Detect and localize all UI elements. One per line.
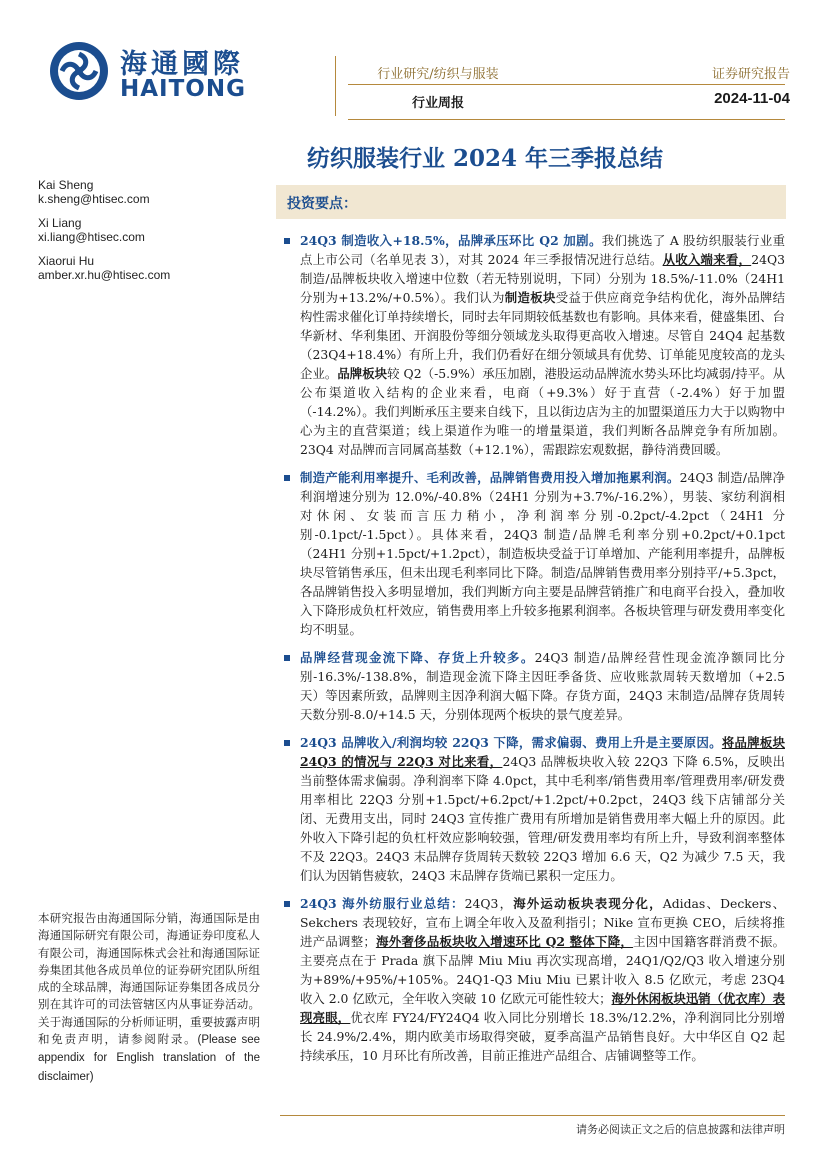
header-divider-bottom — [348, 119, 785, 120]
bullet-icon — [284, 901, 290, 907]
paragraph-text: 24Q3 制造/品牌板块收入增速中位数（若无特别说明，下同）分别为 18.5%/-11.0%（24H1 分别为+13.2%/+0.5%）。我们认为 — [300, 252, 785, 305]
disclaimer-cn: 本研究报告由海通国际分销，海通国际是由海通国际研究有限公司，海通证券印度私人有限公司，海通国际株式会社和海通国际证券集团其他各成员单位的证券研究团队所组成的全球品牌，海通国际证券集团各成员分别在其许可的司法管辖区内从事证券活动。关于海通国际的分析师证明，重要披露声明和免责声明，请参阅附录。 — [38, 911, 260, 1047]
author — [38, 178, 258, 206]
paragraph-emphasis: 从收入端来看， — [662, 252, 752, 267]
paragraph-bold: 品牌板块 — [337, 366, 388, 381]
header-doc-type: 证券研究报告 — [711, 67, 790, 82]
paragraph-lead: 24Q3 海外纺服行业总结： — [300, 896, 465, 911]
header-date: 2024-11-04 — [714, 90, 790, 107]
footer-divider — [280, 1115, 785, 1116]
key-point-paragraph — [280, 648, 785, 724]
key-point-paragraph — [280, 733, 785, 885]
paragraph-text: 24Q3 制造/品牌净利润增速分别为 12.0%/-40.8%（24H1 分别为+3.7%/-16.2%），男装、家纺利润相对休闲、女装而言压力稍小，净利润率分别-0.2pct/-4.2pct（24H1 分别-0.1pct/-1.5pct）。具体来看，24Q3 制造/品牌毛利率分别+0.2pct/+0.1pct（24H1 分别+1.5pct/+1.2pct），制造板块受益于订单增加、产能利用率提升，品牌板块尽管销售承压，但未出现毛利率同比下降。制造/品牌销售费用率分别持平/+5.3pct，各品牌销售投入多明显增加，我们判断方向主要是品牌营销推广和电商平台投入，叠加收入下降形成负杠杆效应，销售费用率上升较多拖累利润率。各板块管理与研发费用率变化均不明显。 — [300, 470, 786, 637]
header-divider — [348, 84, 785, 85]
paragraph-text: 主因中国籍客群消费不振。主要亮点在于 Prada 旗下品牌 Miu Miu 再次实现高增，24Q1/Q2/Q3 收入增速分别为+89%/+95%/+105%。24Q1-Q3 Miu Miu 已累计收入 8.5 亿欧元，考虑 23Q4 收入 2.0 亿欧元，全年收入突破 10 亿欧元可能性较大； — [300, 934, 786, 1006]
header-category: 行业研究/纺织与服装 — [377, 67, 499, 82]
logo-name-cn: 海通國際 — [120, 49, 244, 80]
author-name: Kai Sheng — [38, 178, 94, 192]
bullet-icon — [284, 238, 290, 244]
paragraph-bold: 海外运动板块表现分化， — [513, 896, 663, 911]
page-title: 纺织服装行业 2024 年三季报总结 — [306, 145, 664, 172]
paragraph-text: 我们挑选了 A 股纺织服装行业重点上市公司（名单见表 3），对其 2024 年三季报情况进行总结。 — [300, 233, 785, 267]
disclaimer — [38, 910, 260, 1086]
key-point-paragraph — [280, 231, 785, 459]
key-point-paragraph — [280, 894, 785, 1065]
paragraph-lead: 制造产能利用率提升、毛利改善，品牌销售费用投入增加拖累利润。 — [300, 470, 680, 485]
author — [38, 216, 258, 244]
paragraph-text: 24Q3， — [464, 896, 514, 911]
paragraph-text: 受益于供应商竞争结构优化，海外品牌结构性需求催化订单持续增长，同时去年同期较低基数也有影响。具体来看，健盛集团、台华新材、华利集团、开润股份等细分领域龙头取得更高收入增速。尽管自 24Q4 起基数（23Q4+18.4%）有所上升，我们仍看好在细分领域具有优势、订单能见度较高的龙头企业。 — [300, 290, 786, 381]
author-list — [38, 178, 258, 292]
author-name: Xiaorui Hu — [38, 254, 95, 268]
key-points-body — [280, 231, 785, 1074]
footer-note: 请务必阅读正文之后的信息披露和法律声明 — [576, 1123, 785, 1136]
haitong-logo — [48, 40, 298, 102]
paragraph-text: 较 Q2（-5.9%）承压加剧，港股运动品牌流水势头环比均减弱/持平。从公布渠道收入结构的企业来看，电商（+9.3%）好于直营（-2.4%）好于加盟（-14.2%）。我们判断承压主要来自线下，且以街边店为主的加盟渠道压力大于以购物中心为主的直营渠道；线上渠道作为唯一的增量渠道，我们判断各品牌竞争有所加剧。23Q4 对品牌而言同属高基数（+12.1%），需跟踪宏观数据，静待消费回暖。 — [300, 366, 786, 457]
paragraph-emphasis: 海外奢侈品板块收入增速环比 Q2 整体下降， — [375, 934, 634, 949]
author-email[interactable]: xi.liang@htisec.com — [38, 230, 145, 244]
header-divider-vertical — [335, 56, 336, 116]
disclaimer-en[interactable]: (Please see appendix for English translation of the disclaimer) — [38, 1034, 261, 1083]
paragraph-emphasis: 将品牌板块 24Q3 的情况与 22Q3 对比来看， — [300, 735, 785, 769]
paragraph-bold: 制造板块 — [504, 290, 556, 305]
key-point-paragraph — [280, 468, 785, 639]
paragraph-emphasis: 海外休闲板块迅销（优衣库）表现亮眼， — [300, 991, 786, 1025]
paragraph-text: Adidas、Deckers、Sekchers 表现较好，宣布上调全年收入及盈利指引；Nike 宣布更换 CEO，后续将推进产品调整； — [300, 896, 786, 949]
paragraph-text: 24Q3 品牌板块收入较 22Q3 下降 6.5%，反映出当前整体需求偏弱。净利润率下降 4.0pct，其中毛利率/销售费用率/管理费用率/研发费用率相比 22Q3 分别+1.5pct/+6.2pct/+1.2pct/+0.2pct，24Q3 线下店铺部分关闭、无费用支出，同时 24Q3 宣传推广费用有所增加是销售费用率大幅上升的原因。此外收入下降引起的负杠杆效应影响较强，管理/研发费用率均有所上升，导致利润率整体不及 22Q3。24Q3 末品牌存货周转天数较 22Q3 增加 6.6 天，Q2 为减少 7.5 天，我们认为因销售疲软，24Q3 末品牌存货端已累积一定压力。 — [300, 754, 785, 883]
paragraph-text: 优衣库 FY24/FY24Q4 收入同比分别增长 18.3%/12.2%，净利润同比分别增长 24.9%/2.4%，期内欧美市场取得突破，夏季高温产品销售良好。大中华区自 Q2 起持续承压，10 月环比有所改善，目前正推进产品组合、店铺调整等工作。 — [300, 1010, 786, 1063]
author — [38, 254, 258, 282]
key-points-label: 投资要点： — [287, 196, 357, 212]
bullet-icon — [284, 475, 290, 481]
header-report-kind: 行业周报 — [411, 96, 464, 111]
logo-name-en: HAITONG — [120, 76, 246, 102]
author-name: Xi Liang — [38, 216, 82, 230]
paragraph-lead: 24Q3 制造收入+18.5%，品牌承压环比 Q2 加剧。 — [300, 233, 602, 248]
paragraph-text: 24Q3 制造/品牌经营性现金流净额同比分别-16.3%/-138.8%，制造现金流下降主因旺季备货、应收账款周转天数增加（+2.5 天）等因素所致，品牌则主因净利润大幅下降。存货方面，24Q3 末制造/品牌存货周转天数分别-8.0/+14.5 天，分别体现两个板块的景气度差异。 — [300, 650, 786, 722]
haitong-logo-icon — [48, 40, 110, 102]
paragraph-lead: 24Q3 品牌收入/利润均较 22Q3 下降，需求偏弱、费用上升是主要原因。 — [300, 735, 722, 750]
author-email[interactable]: k.sheng@htisec.com — [38, 192, 150, 206]
paragraph-lead: 品牌经营现金流下降、存货上升较多。 — [300, 650, 535, 665]
bullet-icon — [284, 740, 290, 746]
bullet-icon — [284, 655, 290, 661]
author-email[interactable]: amber.xr.hu@htisec.com — [38, 268, 171, 282]
key-points-header — [276, 185, 786, 219]
